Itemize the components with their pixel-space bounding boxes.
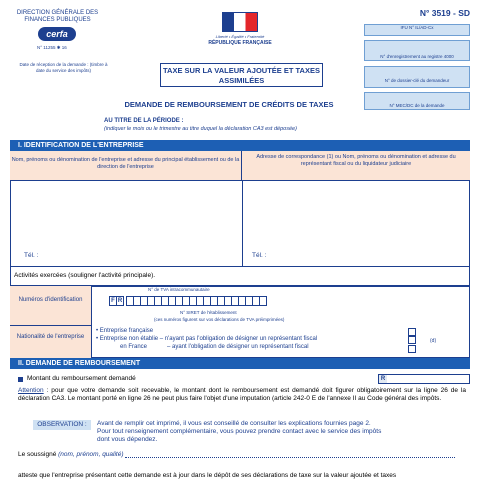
flag-icon [222,12,258,32]
nationality-non-established-label: • Entreprise non établie – n'ayant pas l'obligation de désigner un représentant fiscal [96,336,318,342]
siret-note: (ces numéros figurent sur vos déclarations de TVA préimprimées) [154,317,285,322]
nationality-note-marker: (d) [430,338,437,344]
nationality-label: Nationalité de l'entreprise [10,326,92,358]
form-title-box: TAXE SUR LA VALEUR AJOUTÉE ET TAXES ASSIMILÉES [160,63,323,87]
attention-text: : pour que votre demande soit recevable, le montant dont le remboursement est demandé doit figurer obligatoirement sur la ligne 26 de la déclaration CA3. Le montant porté en ligne 26 ne peut plus faire l'objet d'une imputation (article 242-0 E de l'annexe II au Code général des impôts. [18,387,466,402]
registration-number-field[interactable]: N° d'enregistrement au registre 4000 [364,40,470,61]
dossier-key-field[interactable]: N° de dossier-clé du demandeur [364,66,470,88]
cerfa-logo: cerfa [38,27,76,41]
attention-paragraph [18,387,466,403]
bullet-square-icon [18,377,23,382]
nationality-no-rep-checkbox[interactable] [408,336,416,344]
period-title: AU TITRE DE LA PÉRIODE : [104,118,184,124]
observation-text [97,420,447,444]
attention-label: Attention [18,387,44,394]
activities-field[interactable]: Activités exercées (souligner l'activité principale). [14,272,156,279]
observation-line: Avant de remplir cet imprimé, il vous est conseillé de consulter les explications fournies page 2. [97,420,371,427]
signer-dotted-line[interactable] [125,457,455,458]
tva-number-input[interactable] [109,296,266,306]
observation-label: OBSERVATION : [33,420,91,430]
observation-line: Pour tout renseignement complémentaire, vous pouvez prendre contact avec le service des impôts [97,428,382,435]
form-number: N° 3519 - SD [419,8,470,18]
refund-amount-label: Montant du remboursement demandé [27,375,136,382]
company-phone-field[interactable]: Tél. : [24,252,39,259]
mec-number-field[interactable]: N° MEC/DC de la demande [364,92,470,110]
nationality-french-label: • Entreprise française [96,328,154,334]
nationality-en-label: en France [120,344,148,350]
direction-label: DIRECTION GÉNÉRALE DES FINANCES PUBLIQUES [16,10,99,23]
nationality-options [96,327,426,351]
observation-line: dont vous dépendez. [97,436,158,443]
section-refund-header: II. DEMANDE DE REMBOURSEMENT [10,358,470,369]
signer-label: Le soussigné [18,451,57,458]
cerfa-number: N° 11255 ✱ 16 [37,45,67,50]
ifu-field[interactable]: IFU N° IL/AD-Cx [364,24,470,36]
main-title: DEMANDE DE REMBOURSEMENT DE CRÉDITS DE TAXES [124,100,334,109]
identification-numbers-label: Numéros d'identification [10,286,92,326]
correspondence-address-header: Adresse de correspondance (1) ou Nom, prénoms ou dénomination et adresse du représentant fiscal ou du liquidateur judiciaire [242,151,470,181]
tva-number-label: N° de TVA intracommunautaire [148,287,210,292]
date-reception-label: Date de réception de la demande : (timbre à date du service des impôts) [19,62,108,73]
signer-hint: (nom, prénom, qualité) [58,451,124,458]
nationality-rep-checkbox[interactable] [408,345,416,353]
column-divider [242,181,243,266]
nationality-rep-required-label: – ayant l'obligation de désigner un représentant fiscal [167,344,309,350]
republic-label: RÉPUBLIQUE FRANÇAISE [208,40,272,46]
marianne-logo [206,12,274,54]
period-note: (indiquer le mois ou le trimestre au titre duquel la déclaration CA3 est déposée) [104,126,297,132]
signer-field[interactable] [18,451,455,458]
republic-motto: Liberté • Égalité • Fraternité [215,34,265,39]
siret-label: N° SIRET de l'établissement [180,310,237,315]
representative-phone-field[interactable]: Tél. : [252,252,267,259]
refund-amount-input[interactable] [378,374,470,384]
company-name-header: Nom, prénoms ou dénomination de l'entreprise et adresse du principal établissement ou de la direction de l'entreprise [10,151,242,181]
nationality-hf-row [96,343,426,351]
siret-digit-cell[interactable] [259,296,267,306]
divider [10,266,470,267]
nationality-french-checkbox[interactable] [408,328,416,336]
tva-prefix-cell: F [109,296,117,306]
section-identification-header: I. IDENTIFICATION DE L'ENTREPRISE [10,140,470,151]
refund-amount-code: R [380,376,386,382]
attestation-text: atteste que l'entreprise présentant cette demande est à jour dans le dépôt de ses déclarations de taxe sur la valeur ajoutée et taxes [18,472,397,479]
tva-prefix-cell: R [117,298,123,304]
